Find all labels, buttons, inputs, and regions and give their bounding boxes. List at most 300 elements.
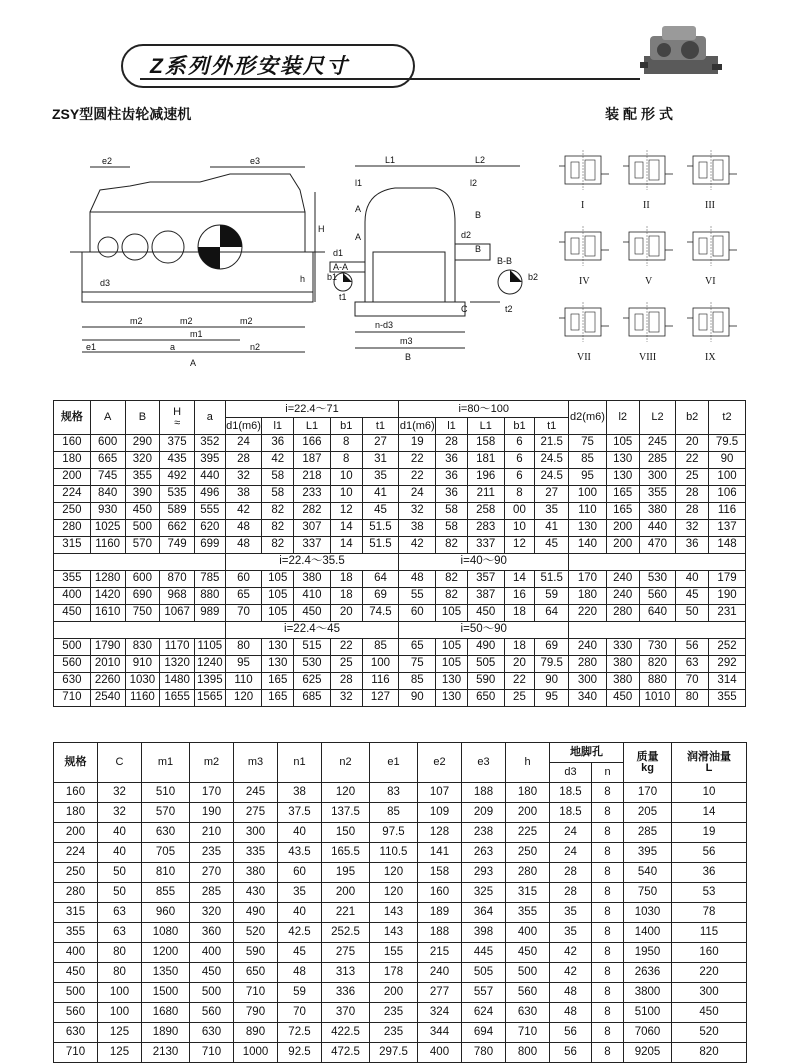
table1-cell: 699 [194,537,225,554]
table1-cell: 120 [225,690,262,707]
table1-cell: 14 [330,520,362,537]
table2-cell: 178 [370,963,418,983]
table1-cell: 490 [467,639,504,656]
table1-cell: 24 [399,486,436,503]
table2-cell: 141 [418,843,462,863]
table1-cell: 314 [709,673,746,690]
table1-cell: 560 [54,656,91,673]
table2-cell: 160 [54,783,98,803]
table1-cell: 35 [362,469,399,486]
table2-cell: 472.5 [322,1043,370,1063]
table1-cell: 95 [569,469,607,486]
table1-cell: 48 [225,537,262,554]
table1-cell: 640 [639,605,676,622]
th-L2: L2 [639,401,676,435]
table1-cell: 1105 [194,639,225,656]
table2-cell: 56 [550,1023,592,1043]
table2-cell: 42 [550,963,592,983]
th-b1-a: b1 [330,418,362,435]
table2-cell: 510 [142,783,190,803]
table2-cell: 710 [190,1043,234,1063]
label-m1: m1 [190,329,203,339]
banner-title: Z系列外形安装尺寸 [150,55,349,78]
table2-cell: 320 [190,903,234,923]
table2-cell: 92.5 [278,1043,322,1063]
table1-cell: 42 [399,537,436,554]
table2-cell: 120 [370,883,418,903]
table1-section-2 [54,571,746,622]
table1-cell: 8 [330,452,362,469]
table2-cell: 120 [370,863,418,883]
table1-cell: 450 [606,690,639,707]
table2-cell: 42 [550,943,592,963]
table1-cell: 380 [606,656,639,673]
table1-cell: 20 [504,656,535,673]
table2-cell: 80 [98,943,142,963]
table-row [54,639,746,656]
table2-cell: 855 [142,883,190,903]
table1-cell: 130 [606,469,639,486]
table-row [54,903,747,923]
table1-cell: 450 [125,503,160,520]
label-l2: l2 [470,178,478,188]
table2-cell: 624 [462,1003,506,1023]
table1-cell: 496 [194,486,225,503]
table2-cell: 128 [418,823,462,843]
th2-C: C [98,743,142,783]
table2-cell: 324 [418,1003,462,1023]
table1-cell: 69 [362,588,399,605]
table2-cell: 14 [672,803,747,823]
table2-cell: 630 [506,1003,550,1023]
table2-cell: 70 [278,1003,322,1023]
table-row [54,803,747,823]
label-e2: e2 [102,156,113,166]
table-row [54,452,746,469]
table-row [54,469,746,486]
table1-cell: 200 [606,537,639,554]
table1-cell: 280 [606,605,639,622]
assembly-label-7: VII [577,352,591,363]
table2-cell: 235 [370,1003,418,1023]
table1-cell: 2010 [90,656,125,673]
table2-cell: 125 [98,1023,142,1043]
table1-cell: 31 [362,452,399,469]
table2-cell: 42.5 [278,923,322,943]
table1-cell: 930 [90,503,125,520]
table1-cell: 590 [467,673,504,690]
table2-cell: 8 [592,943,624,963]
th-L1-b: L1 [467,418,504,435]
table1-cell: 82 [262,537,294,554]
table1-cell: 22 [330,639,362,656]
table1-cell: 450 [467,605,504,622]
table2-cell: 8 [592,783,624,803]
table2-cell: 59 [278,983,322,1003]
table2-cell: 810 [142,863,190,883]
table1-cell: 355 [709,690,746,707]
table2-cell: 170 [190,783,234,803]
table-row [54,520,746,537]
table1-cell: 41 [362,486,399,503]
table1-cell: 32 [399,503,436,520]
table1-cell: 10 [330,486,362,503]
table1-cell: 1067 [160,605,195,622]
table1-cell: 116 [709,503,746,520]
th2-d3: d3 [550,763,592,783]
table2-cell: 38 [278,783,322,803]
table1-cell: 1610 [90,605,125,622]
th-t1-a: t1 [362,418,399,435]
th2-e2: e2 [418,743,462,783]
table1-cell: 64 [535,605,569,622]
table2-cell: 205 [624,803,672,823]
table1-cell: 240 [606,571,639,588]
table2-cell: 8 [592,983,624,1003]
table2-cell: 48 [278,963,322,983]
th-H [160,401,195,435]
label-m2-c: m2 [240,316,253,326]
table1-cell: 240 [569,639,607,656]
table-row [54,656,746,673]
table2-cell: 24 [550,823,592,843]
th-b1-b: b1 [504,418,535,435]
table1-cell: 710 [54,690,91,707]
table1-cell: 600 [90,435,125,452]
table1-cell: 6 [504,452,535,469]
table1-cell: 380 [606,673,639,690]
table2-cell: 2130 [142,1043,190,1063]
table2-cell: 143 [370,923,418,943]
table1-cell: 105 [262,588,294,605]
table1-cell: 70 [676,673,709,690]
table1-cell: 690 [125,588,160,605]
table1-cell: 55 [399,588,436,605]
table2-cell: 520 [234,923,278,943]
label-B-B: B-B [497,256,513,266]
table1-cell: 662 [160,520,195,537]
table2-cell: 370 [322,1003,370,1023]
dimension-table-2 [53,742,747,1063]
table2-cell: 209 [462,803,506,823]
table2-cell: 650 [234,963,278,983]
th2-mass-unit: kg [641,761,654,774]
ratio-blank-right [569,622,746,639]
table1-cell: 440 [194,469,225,486]
table2-cell: 270 [190,863,234,883]
table2-cell: 40 [98,843,142,863]
table1-cell: 745 [90,469,125,486]
table2-cell: 200 [506,803,550,823]
table2-cell: 355 [54,923,98,943]
table2-cell: 160 [672,943,747,963]
assembly-label-6: VI [705,276,716,287]
table1-cell: 355 [54,571,91,588]
th2-mass [624,743,672,783]
th-L1-a: L1 [294,418,331,435]
table2-cell: 200 [54,823,98,843]
assembly-label-3: III [705,200,715,211]
table1-cell: 40 [676,571,709,588]
table1-cell: 1160 [90,537,125,554]
table2-cell: 238 [462,823,506,843]
dimension-table-1 [53,400,746,707]
table1-cell: 148 [709,537,746,554]
th-d1-b: d1(m6) [399,418,436,435]
table2-cell: 235 [190,843,234,863]
table2-cell: 8 [592,883,624,903]
table1-cell: 440 [639,520,676,537]
table2-cell: 180 [506,783,550,803]
th-l1-a: l1 [262,418,294,435]
table-row [54,783,747,803]
table2-cell: 710 [234,983,278,1003]
table1-cell: 20 [676,435,709,452]
table2-cell: 285 [624,823,672,843]
label-A: A [190,358,197,368]
table1-cell: 82 [262,520,294,537]
table1-cell: 20 [330,605,362,622]
table2-cell: 110.5 [370,843,418,863]
th-t2: t2 [709,401,746,435]
table2-cell: 137.5 [322,803,370,823]
table1-cell: 165 [262,673,294,690]
table1-cell: 245 [639,435,676,452]
table2-cell: 160 [418,883,462,903]
table1-cell: 357 [467,571,504,588]
th2-m3: m3 [234,743,278,783]
table2-cell: 300 [672,983,747,1003]
table2-cell: 315 [506,883,550,903]
table2-cell: 109 [418,803,462,823]
table1-cell: 280 [569,656,607,673]
table1-cell: 58 [436,520,468,537]
table2-cell: 40 [278,903,322,923]
table2-cell: 400 [506,923,550,943]
table2-cell: 235 [370,1023,418,1043]
table1-cell: 233 [294,486,331,503]
table-row [54,571,746,588]
table1-cell: 12 [330,503,362,520]
table2-cell: 32 [98,803,142,823]
table2-cell: 8 [592,923,624,943]
table1-cell: 45 [535,537,569,554]
table2-cell: 705 [142,843,190,863]
table2-cell: 28 [550,883,592,903]
table1-cell: 1790 [90,639,125,656]
table1-cell: 750 [125,605,160,622]
table2-cell: 1680 [142,1003,190,1023]
table1-cell: 100 [362,656,399,673]
table1-cell: 105 [436,656,468,673]
table1-cell: 58 [262,469,294,486]
table1-cell: 337 [294,537,331,554]
table2-cell: 28 [550,863,592,883]
table2-cell: 336 [322,983,370,1003]
table1-cell: 179 [709,571,746,588]
table1-cell: 59 [535,588,569,605]
table2-cell: 1080 [142,923,190,943]
table1-cell: 50 [676,605,709,622]
table1-cell: 32 [676,520,709,537]
th-a: a [194,401,225,435]
table1-cell: 69 [535,639,569,656]
table-row [54,690,746,707]
th-ratio-group-1: i=22.4～71 [225,401,399,418]
table2-cell: 325 [462,883,506,903]
table2-cell: 400 [54,943,98,963]
table2-cell: 400 [418,1043,462,1063]
table1-cell: 100 [569,486,607,503]
table1-cell: 290 [125,435,160,452]
table1-cell: 22 [399,469,436,486]
table1-cell: 500 [125,520,160,537]
assembly-label-9: IX [705,352,716,363]
table2-cell: 250 [54,863,98,883]
table1-cell: 10 [330,469,362,486]
table1-cell: 85 [399,673,436,690]
table2-cell: 570 [142,803,190,823]
table1-cell: 45 [676,588,709,605]
table1-cell: 320 [125,452,160,469]
table1-cell: 105 [262,571,294,588]
table1-cell: 130 [569,520,607,537]
table2-cell: 557 [462,983,506,1003]
table2-cell: 35 [550,923,592,943]
table2-cell: 263 [462,843,506,863]
table2-cell: 252.5 [322,923,370,943]
label-L2: L2 [475,155,486,165]
assembly-label-2: II [643,200,650,211]
th-d1-a: d1(m6) [225,418,262,435]
table1-cell: 830 [125,639,160,656]
label-section-B-bottom: B [475,244,482,254]
table1-cell: 390 [125,486,160,503]
assembly-forms-title: 装配形式 [605,106,677,122]
model-subtitle: ZSY型圆柱齿轮减速机 [52,106,192,122]
table1-section-3-label [54,622,746,639]
table1-cell: 560 [639,588,676,605]
table2-cell: 48 [550,1003,592,1023]
table1-cell: 190 [709,588,746,605]
table1-cell: 25 [676,469,709,486]
th2-n: n [592,763,624,783]
table1-cell: 387 [467,588,504,605]
table1-cell: 51.5 [362,520,399,537]
table1-cell: 435 [160,452,195,469]
table1-cell: 28 [225,452,262,469]
table1-cell: 95 [535,690,569,707]
table1-cell: 36 [676,537,709,554]
table2-cell: 450 [672,1003,747,1023]
table2-cell: 200 [322,883,370,903]
side-view-drawing [325,152,545,372]
table2-cell: 250 [506,843,550,863]
th-H-approx: ≈ [174,416,181,429]
table1-cell: 130 [606,452,639,469]
table1-cell: 60 [399,605,436,622]
assembly-label-8: VIII [639,352,657,363]
table1-cell: 105 [436,605,468,622]
table1-cell: 140 [569,537,607,554]
table1-cell: 258 [467,503,504,520]
table1-cell: 106 [709,486,746,503]
table2-cell: 9205 [624,1043,672,1063]
table2-cell: 48 [550,983,592,1003]
ratio-blank [54,622,226,639]
table2-cell: 83 [370,783,418,803]
table2-cell: 63 [98,923,142,943]
table2-cell: 275 [322,943,370,963]
label-m2-a: m2 [130,316,143,326]
table-row [54,1023,747,1043]
table2-cell: 1890 [142,1023,190,1043]
table2-cell: 107 [418,783,462,803]
table2-cell: 630 [190,1023,234,1043]
table-row [54,883,747,903]
table1-cell: 555 [194,503,225,520]
front-view-drawing [60,152,325,372]
gear-reducer-photo [640,22,722,80]
table1-cell: 82 [262,503,294,520]
table2-cell: 56 [672,843,747,863]
table1-cell: 589 [160,503,195,520]
table1-cell: 218 [294,469,331,486]
table1-section-2-label [54,554,746,571]
table2-cell: 35 [278,883,322,903]
table1-cell: 515 [294,639,331,656]
table1-cell: 58 [262,486,294,503]
label-n2: n2 [250,342,261,352]
table2-cell: 37.5 [278,803,322,823]
table1-cell: 110 [225,673,262,690]
table1-cell: 665 [90,452,125,469]
table-row [54,435,746,452]
table1-cell: 8 [504,486,535,503]
table1-section-3 [54,639,746,707]
table2-cell: 189 [418,903,462,923]
table2-cell: 540 [624,863,672,883]
table2-cell: 630 [142,823,190,843]
label-t1: t1 [339,292,347,302]
th2-e1: e1 [370,743,418,783]
table1-cell: 400 [54,588,91,605]
table1-cell: 200 [54,469,91,486]
label-d2: d2 [461,230,472,240]
label-A-A: A-A [333,262,349,272]
table1-cell: 1395 [194,673,225,690]
table2-cell: 50 [98,883,142,903]
table1-cell: 166 [294,435,331,452]
table1-cell: 21.5 [535,435,569,452]
table1-cell: 165 [606,503,639,520]
table2-cell: 280 [506,863,550,883]
table1-cell: 196 [467,469,504,486]
label-L1: L1 [385,155,396,165]
table1-cell: 137 [709,520,746,537]
table2-cell: 245 [234,783,278,803]
table2-cell: 8 [592,803,624,823]
assembly-forms-grid [555,148,745,378]
assembly-label-1: I [581,200,585,211]
table1-cell: 79.5 [535,656,569,673]
table1-cell: 410 [294,588,331,605]
table2-cell: 19 [672,823,747,843]
table1-cell: 820 [639,656,676,673]
label-a: a [170,342,176,352]
table-row [54,503,746,520]
th-H-label: H [173,405,182,418]
